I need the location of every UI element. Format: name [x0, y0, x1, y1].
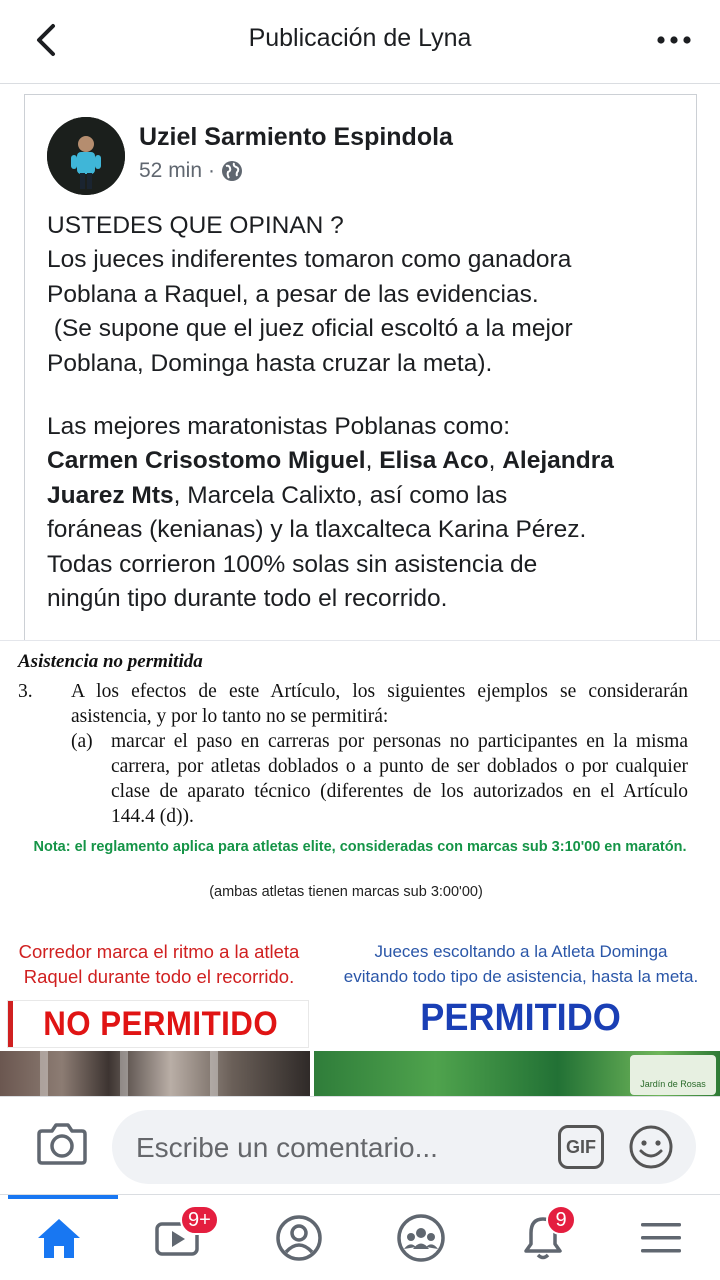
post-text [47, 209, 687, 616]
page-title: Publicación de Lyna [248, 24, 472, 52]
tagged-name[interactable]: Alejandra [502, 447, 614, 475]
author-name[interactable]: Uziel Sarmiento Espindola [139, 123, 453, 151]
banner-right-text: PERMITIDO [420, 997, 622, 1039]
permitido-banner [322, 997, 720, 1043]
post-line: Los jueces indiferentes tomaron como ganadora [47, 246, 572, 274]
post-line: Todas corrieron 100% solas sin asistencia de [47, 550, 538, 578]
rule-title: Asistencia no permitida [18, 651, 203, 672]
emoji-button[interactable] [628, 1124, 674, 1170]
caption-right-line: evitando todo tipo de asistencia, hasta la meta. [343, 967, 699, 986]
globe-icon [221, 160, 243, 182]
watch-badge: 9+ [180, 1205, 219, 1235]
camera-icon [36, 1119, 88, 1167]
post-card [24, 94, 697, 654]
nav-watch[interactable] [122, 1195, 232, 1280]
rule-text-main: A los efectos de este Artículo, los siguientes ejemplos se considerarán asistencia, y por lo tanto no se permitirá: [71, 681, 688, 727]
separator: , [365, 447, 380, 475]
post-line: Poblana a Raquel, a pesar de las evidencias. [47, 280, 539, 308]
top-bar [0, 0, 720, 84]
nav-menu[interactable] [606, 1195, 716, 1280]
post-line: ningún tipo durante todo el recorrido. [47, 585, 448, 613]
profile-icon [275, 1214, 323, 1262]
avatar-person-icon [47, 117, 125, 195]
tagged-name[interactable]: Elisa Aco [379, 447, 489, 475]
rule-sub-label: (a) [71, 731, 93, 752]
photo-right [314, 1051, 720, 1096]
caption-right [322, 939, 720, 989]
rule-text [71, 679, 688, 829]
menu-icon [639, 1220, 683, 1256]
comment-bar [0, 1096, 720, 1194]
post-line: (Se supone que el juez oficial escoltó a la mejor [47, 315, 573, 343]
home-icon [35, 1216, 83, 1260]
post-text-span: , Marcela Calixto, así como las [173, 481, 508, 509]
nav-home[interactable] [4, 1195, 114, 1280]
bottom-nav [0, 1194, 720, 1280]
nav-notifications[interactable] [488, 1195, 598, 1280]
post-line [47, 444, 687, 478]
caption-left-line: Corredor marca el ritmo a la atleta [18, 941, 300, 962]
more-horizontal-icon [657, 36, 691, 44]
more-options-button[interactable] [654, 26, 694, 54]
groups-icon [396, 1213, 446, 1263]
post-image[interactable] [0, 640, 720, 1096]
post-time[interactable]: 52 min [139, 159, 203, 182]
rule-sub-text: marcar el paso en carreras por personas no participantes en la misma carrera, por atletas doblados o a punto de ser doblados o por cualquier clase de aparato técnico (diferentes de los autorizados en el Artículo 144.4 (d)). [111, 731, 688, 827]
rule-block [18, 679, 688, 829]
camera-button[interactable] [36, 1119, 88, 1167]
meta-separator: · [208, 159, 216, 182]
no-permitido-banner [8, 1001, 308, 1047]
venue-sign: Jardín de Rosas [630, 1055, 716, 1095]
note-gray: (ambas atletas tienen marcas sub 3:00'00) [209, 884, 483, 900]
rule-number: 3. [18, 681, 33, 702]
tagged-name[interactable]: Carmen Crisostomo Miguel [47, 447, 366, 475]
caption-right-line: Jueces escoltando a la Atleta Dominga [374, 942, 668, 961]
banner-left-text: NO PERMITIDO [43, 1004, 278, 1043]
photo-left [0, 1051, 310, 1096]
post-line: USTEDES QUE OPINAN ? [47, 212, 344, 239]
nav-groups[interactable] [366, 1195, 476, 1280]
post-line: Las mejores maratonistas Poblanas como: [47, 413, 510, 441]
post-meta [139, 159, 243, 183]
gif-button[interactable]: GIF [558, 1125, 604, 1169]
comment-input[interactable] [112, 1110, 696, 1184]
post-line [47, 479, 687, 513]
nav-profile[interactable] [244, 1195, 354, 1280]
post-line: Poblana, Dominga hasta cruzar la meta). [47, 349, 493, 377]
caption-left-line: Raquel durante todo el recorrido. [23, 966, 295, 987]
post-line: foráneas (kenianas) y la tlaxcalteca Karina Pérez. [47, 516, 587, 544]
avatar[interactable] [47, 117, 125, 195]
tagged-name[interactable]: Juarez Mts [47, 481, 174, 509]
note-green: Nota: el reglamento aplica para atletas elite, consideradas con marcas sub 3:10'00 en maratón. [33, 839, 687, 855]
smiley-icon [628, 1124, 674, 1170]
separator: , [488, 447, 503, 475]
comment-placeholder: Escribe un comentario... [136, 1132, 438, 1163]
notifications-badge: 9 [546, 1205, 576, 1235]
caption-left [4, 939, 314, 989]
